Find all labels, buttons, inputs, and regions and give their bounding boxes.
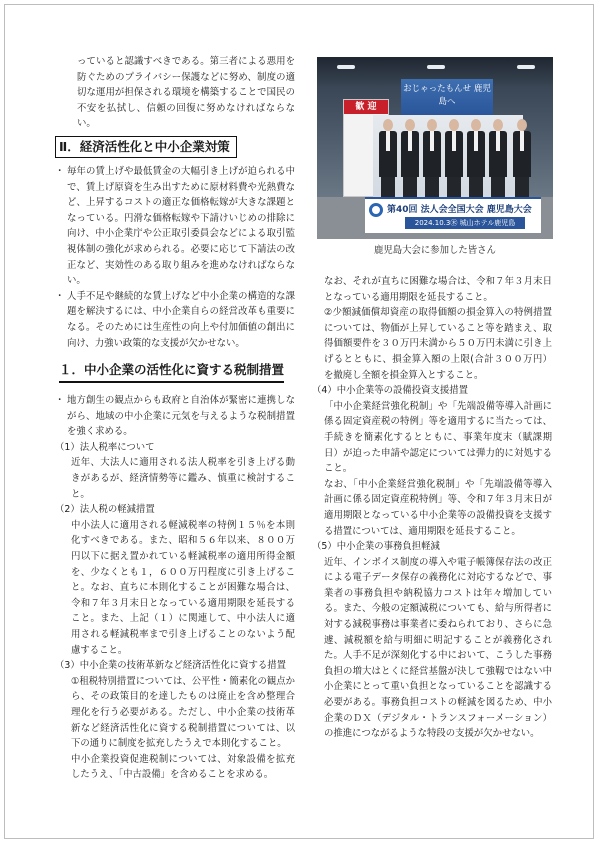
bullet-regional-tax: ・ 地方創生の観点からも政府と自治体が緊密に連携しながら、地域の中小企業に元気を与えるような税制措置を強く求める。 (55, 393, 295, 440)
welcome-sign-text: 歓 迎 (344, 100, 388, 114)
right-column (312, 274, 552, 742)
item-2-title: （2）法人税の軽減措置 (55, 504, 155, 516)
banner-convention (365, 197, 541, 233)
section-heading-economy: Ⅱ．経済活性化と中小企業対策 (55, 136, 237, 158)
ceiling-light (517, 65, 535, 69)
banner-welcome: おじゃったもんせ 鹿児島へ (401, 79, 493, 115)
item-1-body: 近年、大法人に適用される法人税率を引き上げる動きがあるが、経済情勢等に鑑み、慎重に検討すること。 (71, 457, 295, 500)
item-4-body-1: 「中小企業経営強化税制」や「先端設備等導入計画に係る固定資産税の特例」等を適用するに当たっては、手続きを簡素化するとともに、事業年度末（賦課期日）が迫った申請や認定については弾力的に対処すること。 (324, 400, 552, 475)
item-5-title: （5）中小企業の事務負担軽減 (312, 541, 440, 553)
association-logo-icon (369, 203, 383, 217)
bullet-price-pass-through: ・ 毎年の賃上げや最低賃金の大幅引き上げが迫られる中で、賃上げ原資を生み出すために原材料費や光熱費など、上昇するコストの適正な価格転嫁が大きな課題となっている。円滑な価格転嫁や下請けいじめの排除に向け、中小企業庁や公正取引委員会などによる取引監視体制の強化が求められる。必要に応じて下請法の改正など、実効性のある取り組みを進めなければならない。 (55, 164, 295, 289)
item-3-body-1: ①租税特別措置については、公平性・簡素化の観点から、その政策目的を達したものは廃止を含め整理合理化を行う必要がある。ただし、中小企業の技術革新など経済活性化に資する税制措置については、以下の通りに制度を拡充したうえで本則化すること。 (71, 675, 295, 750)
item-5-body: 近年、インボイス制度の導入や電子帳簿保存法の改正による電子データ保存の義務化に対応するなどで、事業者の事務負担や納税協力コストは年々増加している。また、今般の定額減税についても、給与所得者に対する減税事務は事業者に委ねられており、さらに急遽、減税額を給与明細に明記することが義務化された。人手不足が深刻化する中において、こうした事務負担の増大はとくに経営基盤が決して強靱ではない中小企業にとって重い負担となっていることを認識する必要がある。事務負担コストの軽減を図るため、中小企業のＤＸ（デジタル・トランスフォーメーション）の推進につながるような特段の支援が欠かせない。 (324, 556, 552, 740)
paragraph-deadline-extension: なお、それが直ちに困難な場合は、令和７年３月末日となっている適用期限を延長すること。 (324, 276, 552, 303)
intro-paragraph: っていると認識すべきである。第三者による悪用を防ぐためのプライバシー保護などに努め、制度の適切な運用が担保される環境を構築することで国民の不安を払拭し、信頼の回復に努めなければならない。 (77, 56, 295, 130)
photo-caption: 鹿児島大会に参加した皆さん (374, 245, 496, 256)
banner-convention-date: 2024.10.3㊍ 城山ホテル鹿児島 (405, 217, 525, 229)
item-4-title: （4）中小企業等の設備投資支援措置 (312, 385, 468, 397)
banner-convention-title: 第40回 法人会全国大会 鹿児島大会 (387, 205, 532, 215)
group-photo-image (317, 57, 553, 239)
ceiling-light (337, 65, 355, 69)
item-3-body-2: 中小企業投資促進税制については、対象設備を拡充したうえ、「中古設備」を含めることを求める。 (71, 753, 295, 781)
item-4-body-2: なお、「中小企業経営強化税制」や「先端設備等導入計画に係る固定資産税特例」等、令和７年３月末日が適用期限となっている中小企業等の設備投資を支援する措置については、適用期限を延長すること。 (324, 478, 552, 537)
left-column (55, 54, 295, 783)
item-1-title: （1）法人税率について (55, 441, 155, 453)
item-3-title: （3）中小企業の技術革新など経済活性化に資する措置 (55, 660, 286, 672)
ceiling-light (427, 65, 445, 69)
subsection-heading-tax: １．中小企業の活性化に資する税制措置 (59, 361, 284, 383)
bullet-structural-issues: ・ 人手不足や継続的な賃上げなど中小企業の構造的な課題を解決するには、中小企業自らの経営改革も重要になる。そのためには生産性の向上や付加価値の創出に向け、力強い政策的な支援が欠かせない。 (55, 289, 295, 351)
event-photo (317, 57, 553, 239)
item-2-body: 中小法人に適用される軽減税率の特例１５％を本則化すべきである。また、昭和５６年以来、８００万円以下に据え置かれている軽減税率の適用所得金額を、少なくとも１，６００万円程度に引き上げること。なお、直ちに本則化することが困難な場合は、令和７年３月末日となっている適用期限を延長すること。また、上記（１）に関連して、中小法人に適用される軽減税率まで引き上げることのないよう配慮すること。 (71, 519, 295, 656)
paragraph-small-assets: ②少額減価償却資産の取得価額の損金算入の特例措置については、物価が上昇していること等を踏まえ、取得価額要件を３０万円未満から５０万円未満に引き上げるとともに、損金算入額の上限(合計３００万円）を撤廃し全額を損金算入とすること。 (324, 307, 552, 381)
